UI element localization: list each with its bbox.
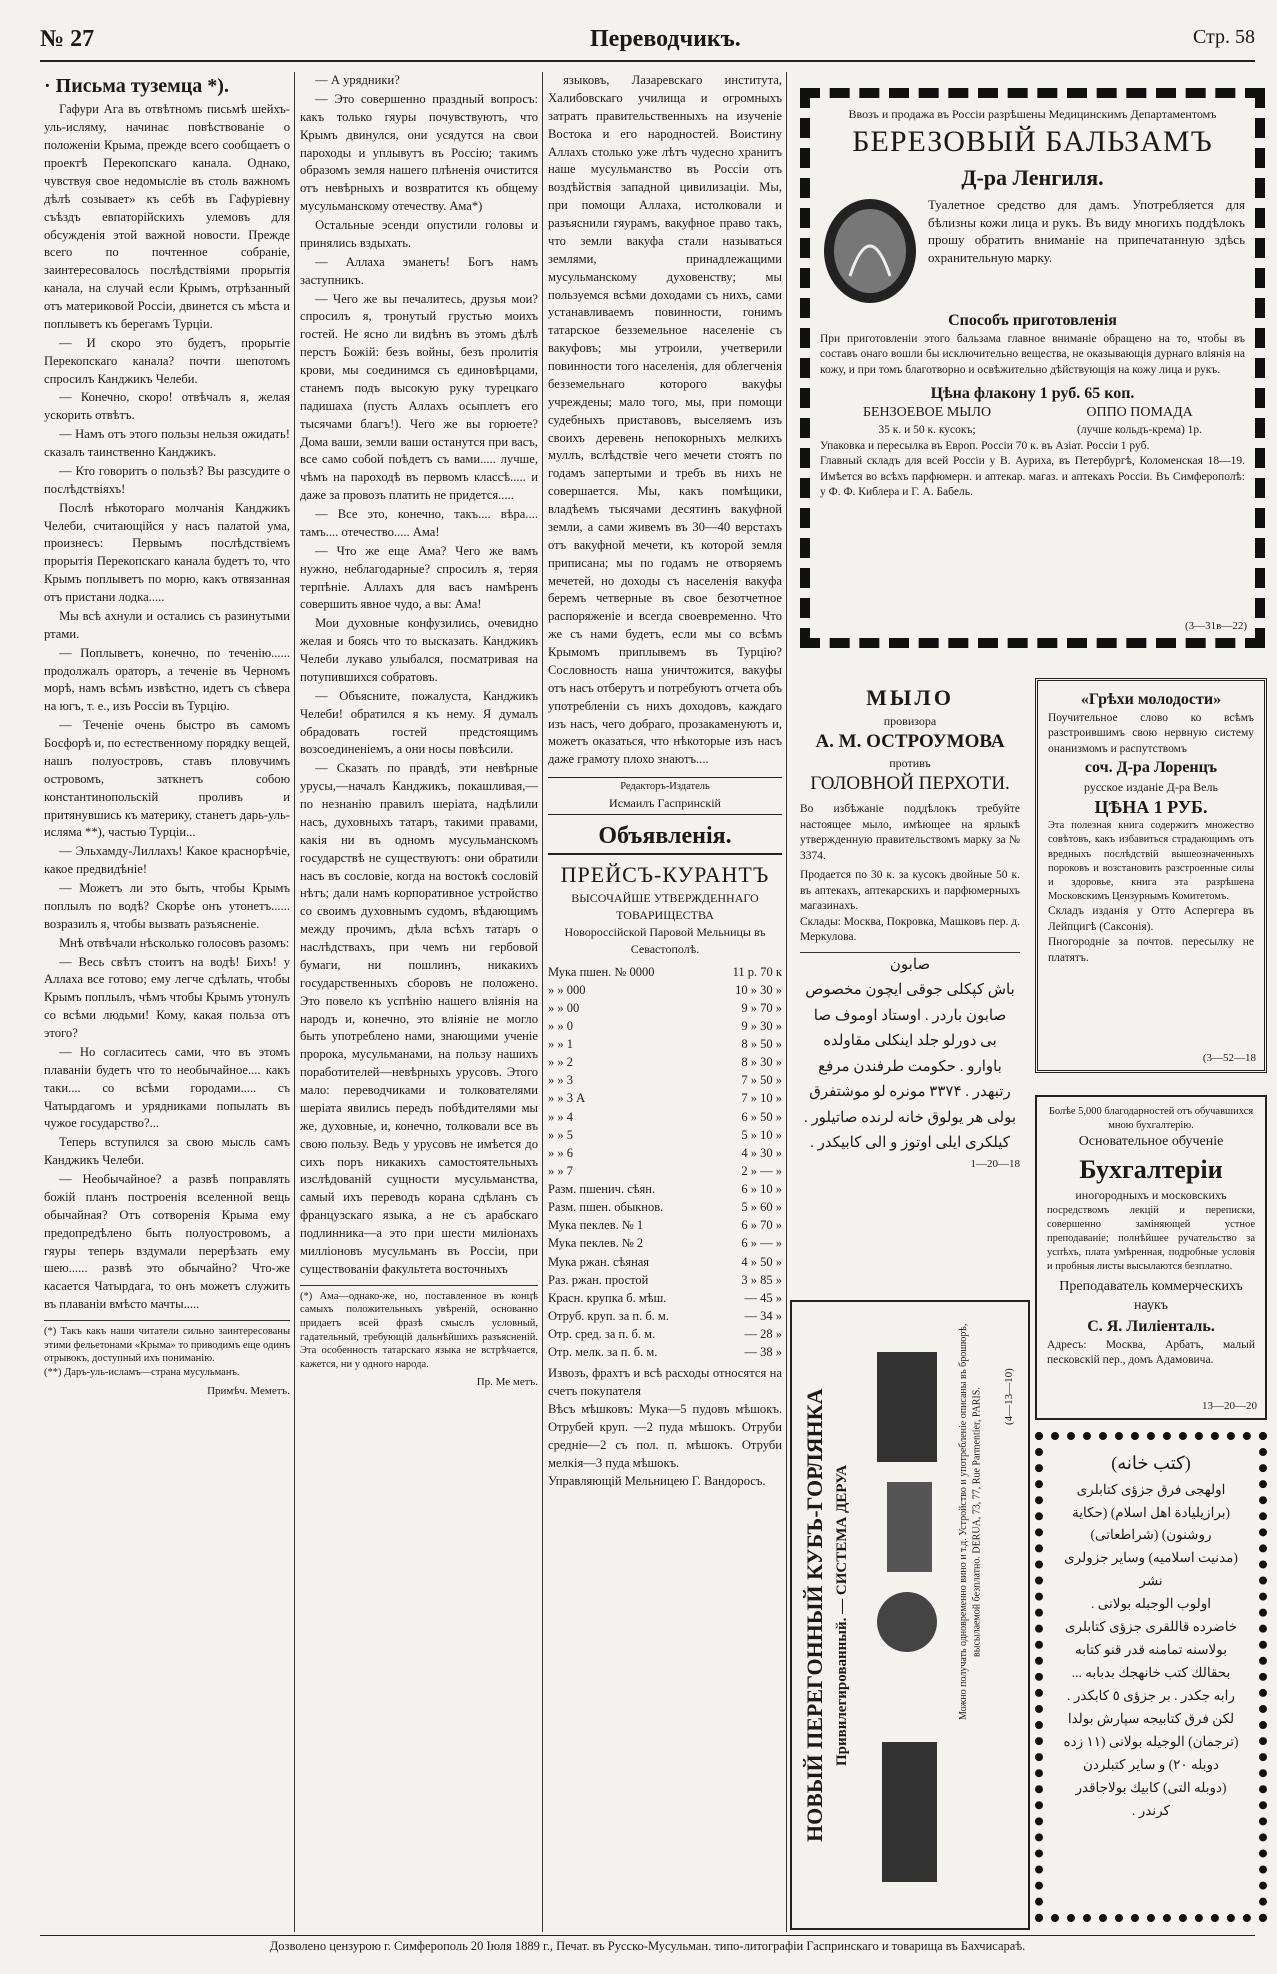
- paragraph: — Но согласитесь сами, что въ этомъ плаваніи будетъ что то необычайное.... какъ таки.... со всѣми городами..... съ Чатырдагомъ и урядниками попылать въ чужое государство?...: [44, 1044, 290, 1131]
- ad-soap: [790, 675, 1030, 1385]
- book-note: Пногородніе за почтов. пересылку не платятъ.: [1048, 936, 1254, 964]
- product-price: 7 » 10 »: [741, 1091, 782, 1106]
- product-price: — 38 »: [744, 1345, 782, 1360]
- acc-top: Болѣе 5,000 благодарностей отъ обучавшихся мною бухгалтерію.: [1048, 1106, 1254, 1132]
- product-price: 3 » 85 »: [741, 1272, 782, 1287]
- acc-address: Адресъ: Москва, Арбатъ, малый песковскій пер., домъ Адамовича.: [1047, 1338, 1255, 1367]
- paragraph: — Чего же вы печалитесь, друзья мои? спросилъ я, тронутый грустью моихъ гостей. Не ясно ли видѣнъ въ этомъ дѣлѣ перстъ Божій: безъ войны, безъ пролитія крови, мы соединимся съ единовѣрцами, станемъ подъ высокую руку турецкаго падишаха (пусть Аллахъ осыплетъ его тысячами благъ!). Чего же вы горюете? Дома ваши, земли ваши останутся при васъ, все само собой поѣдетъ съ вами..... лучше, чѣмъ на пароходѣ въ первомъ классѣ..... и даже за провозъ платить не придется.....: [300, 291, 538, 503]
- ad-price: Цѣна флакону 1 руб. 65 коп.: [930, 384, 1135, 402]
- ads-heading: Объявленія.: [548, 819, 782, 855]
- product-name: » » 5: [548, 1127, 573, 1142]
- product-name: Отр. сред. за п. б. м.: [548, 1327, 656, 1341]
- price-row: [548, 999, 782, 1017]
- arabic-line: روشنون) (شراطعاتى): [1090, 1527, 1212, 1543]
- arabic-line: رتبهدر . ۳۳۷۴ مونره لو موشتفرق: [809, 1084, 1011, 1101]
- book-price: ЦѢНА 1 РУБ.: [1094, 796, 1208, 817]
- price-row: [548, 1289, 782, 1307]
- column-divider: [786, 72, 787, 1932]
- library-text: [1053, 1479, 1249, 1823]
- masthead: [40, 22, 1255, 62]
- product-price: 9 » 30 »: [741, 1018, 782, 1033]
- column-divider: [294, 72, 295, 1932]
- product-price: 9 » 70 »: [741, 1000, 782, 1015]
- paragraph: — Кто говоритъ о пользѣ? Вы разсудите о послѣдствіяхъ!: [44, 463, 290, 496]
- product-price: 5 » 10 »: [741, 1127, 782, 1142]
- price-row: [548, 1343, 782, 1361]
- footnote: (*) Ама—однако-же, но, поставленное въ концѣ самыхъ положительныхъ увѣреній, основанно придаетъ всей фразѣ смыслъ условный, гадательный, требующій дальнѣйшихъ разъясненій. Эта особенность татарскаго языка не встрѣчается, кажется, ни у одного народа.: [300, 1290, 538, 1370]
- paragraph: Послѣ нѣкотораго молчанія Канджикъ Челеби, считающійся у насъ палатой ума, произнесъ: Первымъ послѣдствіемъ прорытія Перекопскаго канала будетъ то, что Крымъ поплыветъ по морю, какъ отвязанная отъ пристани лодка.....: [44, 500, 290, 605]
- column-third: [548, 72, 782, 1932]
- price-note: Управляющій Мельницею Г. Вандоросъ.: [548, 1473, 766, 1488]
- paragraph: — Аллаха эманетъ! Богъ намъ заступникъ.: [300, 254, 538, 287]
- book-store: Складъ изданія у Отто Аспергера въ Лейпцигѣ (Саксонія).: [1048, 905, 1254, 933]
- product-name: Раз. ржан. простой: [548, 1272, 649, 1287]
- product-name: Мука пеклев. № 1: [548, 1218, 644, 1233]
- signature: Примѣч. Меметъ.: [207, 1384, 290, 1397]
- product-price: — 34 »: [744, 1308, 782, 1323]
- product-price: 7 » 50 »: [741, 1073, 782, 1088]
- ad-permission: Ввозъ и продажа въ Россіи разрѣшены Медицинскимъ Департаментомъ: [848, 107, 1217, 121]
- price-list-org: Новороссійской Паровой Мельницы въ Севастополѣ.: [564, 925, 766, 957]
- signature: Пр. Ме метъ.: [476, 1376, 538, 1389]
- paragraph: Теперь вступился за свою мысль самъ Канджикъ Челеби.: [44, 1135, 290, 1168]
- acc-teacher: С. Я. Лиліенталь.: [1087, 1318, 1215, 1336]
- product-name: » » 7: [548, 1163, 573, 1178]
- product-price: 8 » 30 »: [741, 1055, 782, 1070]
- price-row: [548, 1271, 782, 1289]
- product-name: » » 00: [548, 1000, 580, 1015]
- price-list: [548, 859, 782, 1490]
- arabic-line: (ترجمان) الوجيله بولانى (١١ زده: [1063, 1733, 1239, 1749]
- censorship-footer: Дозволено цензурою г. Симферополь 20 Іюля 1889 г., Печат. въ Русско-Мусульман. типо-литографіи Гаспринскаго и товарища въ Бахчисараѣ.: [40, 1935, 1255, 1954]
- product-name: Красн. крупка б. мѣш.: [548, 1290, 667, 1305]
- ad-method-title: Способъ приготовленія: [948, 312, 1117, 330]
- distilling-apparatus-icon: [862, 1322, 952, 1912]
- price-row: [548, 1325, 782, 1343]
- paragraph: — Эльхамду-Лиллахъ! Какое краснорѣчіе, какое предвидѣніе!: [44, 844, 290, 877]
- soap-name: БЕНЗОЕВОЕ МЫЛО: [862, 405, 992, 421]
- ad-book: [1035, 678, 1267, 1073]
- book-title: «Грѣхи молодости»: [1080, 691, 1222, 708]
- product-price: 4 » 30 »: [741, 1145, 782, 1160]
- arabic-line: صابون: [889, 956, 931, 973]
- issue-number: № 27: [40, 26, 95, 52]
- arabic-line: دوبله ٢٠) و ساير كتبلردن: [1082, 1756, 1220, 1772]
- paragraph: Мнѣ отвѣчали нѣсколько голосовъ разомъ:: [59, 935, 290, 950]
- soap-by: провизора: [883, 713, 937, 728]
- acc-name: Бухгалтеріи: [1079, 1155, 1223, 1185]
- product-name: Мука пшен. № 0000: [548, 964, 655, 979]
- editor-block: [548, 777, 782, 815]
- product-name: Мука ржан. сѣяная: [548, 1254, 650, 1269]
- product-price: 2 » — »: [741, 1163, 782, 1178]
- price-row: [548, 1234, 782, 1252]
- soap-stores: Склады: Москва, Покровка, Машковъ пер. д. Меркулова.: [800, 915, 1020, 944]
- price-list-subtitle: ВЫСОЧАЙШЕ УТВЕРЖДЕННАГО ТОВАРИЩЕСТВА: [571, 891, 759, 923]
- article-body: [300, 72, 538, 1279]
- paragraph: — Намъ отъ этого пользы нельзя ожидать! сказалъ таинственно Канджикъ.: [44, 427, 290, 460]
- price-row: [548, 1071, 782, 1089]
- product-price: — 28 »: [744, 1327, 782, 1341]
- soap-price: 35 к. и 50 к. кусокъ;: [878, 424, 976, 436]
- price-list-title: ПРЕЙСЪ-КУРАНТЪ: [560, 862, 770, 888]
- cube-title: НОВЫЙ ПЕРЕГОННЫЙ КУБЪ-ГОРЛЯНКА: [802, 1388, 827, 1842]
- price-row: [548, 1307, 782, 1325]
- paragraph: — Что же еще Ама? Чего же вамъ нужно, неблагодарные? спросилъ я, теряя терпѣніе. Аллахъ для васъ намѣренъ совершить явное чудо, а вы: Ама!: [300, 543, 538, 612]
- editor-name: Исмаилъ Гаспринскій: [609, 796, 721, 811]
- price-notes: [548, 1365, 782, 1490]
- soap-title: МЫЛО: [866, 685, 954, 710]
- paragraph: — Поплыветъ, конечно, по теченію...... продолжалъ ораторъ, а теченіе въ Черномъ морѣ, намъ всѣмъ извѣстно, идетъ съ сѣвера на югъ, т. е., изъ Россіи въ Турцію.: [44, 645, 290, 714]
- price-row: [548, 1053, 782, 1071]
- paragraph: — Можетъ ли это быть, чтобы Крымъ поплылъ по водѣ? Скорѣе онъ утонетъ...... возразилъ я, чтобы вызвать разъясненіе.: [44, 881, 290, 931]
- editor-label: Редакторъ-Издатель: [620, 781, 710, 793]
- price-row: [548, 963, 782, 981]
- product-name: » » 000: [548, 982, 586, 997]
- ad-method: При приготовленіи этого бальзама главное вниманіе обращено на то, чтобы въ составъ онаго вошли бы исключительно вещества, не оказывающія дурнаго вліянія на кожу, и при томъ благотворно и освѣжительно дѣйствующія на кожу лица и рукъ.: [820, 332, 1245, 376]
- paragraph: Остальные эсенди опустили головы и принялись вздыхать.: [300, 218, 538, 250]
- paragraph: — Весь свѣтъ стоитъ на водѣ! Бихъ! у Аллаха все готово; ему легче сдѣлать, чтобы Крымъ поплылъ, чѣмъ чтобы Крымъ утонулъ со всѣми людьми! Кому, какая польза отъ этого?: [44, 954, 290, 1041]
- acc-teacher-label: Преподаватель коммерческихъ наукъ: [1059, 1279, 1243, 1314]
- arabic-line: (برازيليادة اهل اسلام) (حكاية: [1071, 1504, 1231, 1520]
- book-desc: Эта полезная книга содержитъ множество совѣтовъ, какъ избавиться страдающимъ отъ вредныхъ послѣдствій вышеозначенныхъ пороковъ и возстановить разстроенные силы и здоровье, книга эта разрѣшена Московскимъ Цензурнымъ Комитетомъ.: [1048, 820, 1254, 903]
- arabic-line: بى دورلو جلد اينكلى مقاولده: [823, 1033, 997, 1050]
- price-row: [548, 1126, 782, 1144]
- ad-shipping: Упаковка и пересылка въ Европ. Россіи 70 к. въ Азіат. Россіи 1 руб.: [820, 439, 1150, 452]
- price-row: [548, 1017, 782, 1035]
- paragraph: — Необычайное? а развѣ поправлять божій планъ построенія вселенной вещь обычайная? Отъ сотворенія Крыма ему предопредѣлено быть полуостровомъ, а гяуры теперь вздумали перерѣзать ему шею...... развѣ это обычайно? Что-же касается Чатырдага, то онъ можетъ служить въ плаваніи вмѣсто мачты.....: [44, 1172, 290, 1312]
- price-note: Вѣсъ мѣшковъ: Мука—5 пудовъ мѣшокъ. Отрубей круп. —2 пуда мѣшокъ. Отруби средніе—2 съ пол. п. мѣшокъ. Отруби мелкія—3 пуда мѣшокъ.: [548, 1402, 782, 1470]
- paragraph: — Объясните, пожалуста, Канджикъ Челеби! обратился я къ нему. Я думалъ обрадовать гостей предстоящимъ возсоединеніемъ, а они носы повѣсили.: [300, 688, 538, 757]
- soap-maker: А. М. ОСТРОУМОВА: [815, 730, 1005, 752]
- arabic-line: (دوبله التى) كابيك بولاجاقدر: [1075, 1779, 1227, 1795]
- acc-sub: Основательное обученіе: [1078, 1134, 1224, 1150]
- arabic-line: باوارو . حكومت طرفندن مرفع: [818, 1058, 1002, 1075]
- product-name: Отр. мелк. за п. б. м.: [548, 1345, 658, 1360]
- arabic-line: رابه جكدر . بر جزؤى ٥ كابكدر .: [1067, 1688, 1235, 1704]
- arabic-line: (مدنيت اسلاميه) وساير جزولرى نشر: [1064, 1550, 1238, 1589]
- arabic-line: بولاسنه تمامنه قدر قنو كتابه: [1075, 1642, 1227, 1658]
- product-name: Разм. пшенич. сѣян.: [548, 1182, 656, 1196]
- arabic-line: بحقالك كتب خانهجك بدبابه ...: [1071, 1665, 1231, 1681]
- price-row: [548, 1144, 782, 1162]
- ad-library-arabic: [1035, 1432, 1267, 1922]
- library-title: (كتب خانه): [1111, 1453, 1191, 1473]
- acc-code: 13—20—20: [1202, 1400, 1257, 1413]
- product-price: 6 » 50 »: [741, 1109, 782, 1124]
- soap-text: Во избѣжаніе поддѣлокъ требуйте настоящее мыло, имѣющее на ярлыкѣ утвержденную правительствомъ марку за № 3374.: [800, 803, 1020, 862]
- paragraph: — И скоро это будетъ, прорытіе Перекопскаго канала? почти шепотомъ спросилъ Канджикъ Челеби.: [44, 335, 290, 386]
- book-author: соч. Д-ра Лоренцъ: [1084, 759, 1218, 777]
- footnotes: [44, 1320, 290, 1380]
- price-row: [548, 1108, 782, 1126]
- soap-target: ГОЛОВНОЙ ПЕРХОТИ.: [810, 772, 1010, 794]
- product-name: » » 3: [548, 1073, 573, 1088]
- product-name: Отруб. круп. за п. б. м.: [548, 1308, 669, 1323]
- ad-code: (3—31в—22): [1184, 620, 1247, 633]
- price-row: [548, 1035, 782, 1053]
- book-edition: русское изданіе Д-ра Вель: [1084, 779, 1218, 794]
- product-name: » » 0: [548, 1018, 573, 1033]
- cube-code: (4—13—10): [1003, 1368, 1015, 1426]
- article-title: · Письма туземца *).: [44, 75, 229, 97]
- soap-arabic-text: [800, 952, 1020, 1157]
- paragraph: — А урядники?: [315, 73, 400, 87]
- ad-author: Д-ра Ленгиля.: [961, 164, 1104, 190]
- acc-text: посредствомъ лекцій и переписки, совершенно заміняющей устное преподаваніе; полнѣйшее ручательство за успѣхъ, плата умѣренная, подробные условія и пробныя листы высылаются безплатно.: [1047, 1204, 1255, 1273]
- product-name: » » 6: [548, 1145, 573, 1160]
- page-number: Стр. 58: [1192, 26, 1255, 48]
- arabic-line: بولى هر يولوق خانه لرنده صاتيلور .: [803, 1109, 1017, 1126]
- arabic-line: كيلكرى ايلى اوتوز و الى كابيكدر .: [810, 1135, 1010, 1152]
- product-name: Разм. пшен. обыкнов.: [548, 1200, 664, 1215]
- paragraph: Мои духовные конфузились, очевидно желая и боясь что то высказать. Канджикъ Челеби лукаво улыбался, посматривая на потупившихся собратовъ.: [300, 616, 538, 684]
- paragraph: языковъ, Лазаревскаго института, Халибовскаго училища и огромныхъ затратъ правительственныхъ на изученіе Востока и его народностей. Воистину Аллахъ столько уже лѣтъ чудесно хранитъ наше мусульманство въ Россіи отъ воздѣйствія западной цивилизаціи. Мы, при помощи Аллаха, истолковали и разъяснили гяурамъ, вакуфное право такъ, что земли вакуфа стали называться землями, принадлежащими мусульманскому духовенству; мы пользуемся всѣми доходами съ нихъ, сами устанавливаемъ повинности, гонимъ татарское безземельное населеніе съ вакуфовъ; мы утроили, учетверили повинности того населенія, для облегченія безземельнаго которого вакуфы учреждены; мало того, мы, при помощи судебныхъ приставовъ, выселяемъ изъ своихъ деревень непокорныхъ мелкихъ муллъ, вслѣдствіе чего мечети стоятъ по годамъ запертыми и требъ въ нихъ не совершается. Мы, какъ помѣщики, владѣемъ тысячами десятинъ вакуфной земли, а сами живемъ въ 30—40 верстахъ отъ вакуфной мечети, къ которой земля приписана; мы по годамъ не отворяемъ мечетей, но доходы съ населенія вакуфа беремъ четверные въ свое безотчетное распоряженіе и всегда своевременно. Что же съ нами будетъ, если мы со всѣмъ Крымомъ приплывемъ въ Турцію? Сословность наша уничтожится, вакуфы отъ насъ отберутъ и потребуютъ отчета объ употребленіи съ нихъ доходовъ, каждаго изъ насъ, чего добраго, прозакаменуютъ и, можетъ оказаться, что нѣкоторые изъ насъ даже грамоту плохо знаютъ....: [548, 73, 782, 767]
- column-letters-cont: [300, 72, 538, 1932]
- paragraph: — Теченіе очень быстро въ самомъ Босфорѣ и, по естественному порядку вещей, нашъ полуостровъ, ставъ пловучимъ островомъ, заткнетъ собою константинопольскій проливъ и притянувшись къ материку, станетъ дарь-уль-исляма **), частью Турціи...: [44, 718, 290, 840]
- product-price: 6 » 10 »: [741, 1182, 782, 1196]
- pomade-name: ОППО ПОМАДА: [1086, 405, 1193, 421]
- article-body: [548, 72, 782, 769]
- paragraph: — Конечно, скоро! отвѣчалъ я, желая ускорить отвѣтъ.: [44, 390, 290, 423]
- product-price: 10 » 30 »: [735, 982, 782, 997]
- pomade-price: (лучше кольдъ-крема) 1р.: [1077, 424, 1203, 436]
- price-row: [548, 981, 782, 999]
- price-note: Извозъ, фрахтъ и всѣ расходы относятся на счетъ покупателя: [548, 1366, 782, 1399]
- ad-distilling-cube: [790, 1300, 1030, 1930]
- arabic-line: كرندر .: [1132, 1802, 1170, 1818]
- product-price: 11 р. 70 к: [732, 964, 782, 979]
- price-row: [548, 1089, 782, 1107]
- footnote: (**) Даръ-уль-исламъ—страна мусульманъ.: [44, 1366, 240, 1378]
- product-name: » » 2: [548, 1055, 573, 1070]
- ad-warehouse: Главный складъ для всей Россіи у В. Ауриха, въ Петербургѣ, Коломенская 18—19. Имѣется во всѣхъ парфюмерн. и аптекар. магаз. и аптекахъ Россіи. Въ Симферополѣ: у Ф. Ф. Киблера и Г. А. Бабель.: [820, 455, 1245, 499]
- article-body: [44, 101, 290, 1314]
- column-letters: [44, 72, 290, 1932]
- product-price: 5 » 60 »: [741, 1200, 782, 1215]
- arabic-line: صابون باردر . اوستاد اوموف صا: [813, 1007, 1007, 1024]
- paragraph: Мы всѣ ахнули и остались съ разинутыми ртами.: [44, 608, 290, 641]
- product-price: — 45 »: [744, 1290, 782, 1305]
- ad-product-name: БЕРЕЗОВЫЙ БАЛЬЗАМЪ: [852, 125, 1213, 159]
- product-price: 6 » — »: [741, 1236, 782, 1251]
- paragraph: — Это совершенно праздный вопросъ: какъ только гяуры почувствуютъ, что Крымъ двинулся, они усядутся на свои пароходы и уплывутъ въ Россію; такимъ образомъ земля нашего плѣненія очистится отъ невѣрныхъ и возвратится къ общему мусульманскому отечеству. Ама*): [300, 91, 538, 214]
- trademark-seal-icon: [820, 196, 920, 306]
- arabic-line: خاضرده قاللقرى جزؤى كتابلرى: [1064, 1619, 1238, 1635]
- book-text: Поучительное слово ко всѣмъ разстроившимъ свою нервную систему онанизмомъ и распутствомъ: [1048, 711, 1254, 755]
- soap-against: противъ: [889, 755, 931, 770]
- price-row: [548, 1198, 782, 1216]
- price-row: [548, 1180, 782, 1198]
- ad-description: Туалетное средство для дамъ. Употребляется для бѣлизны кожи лица и рукъ. Въ виду многихъ поддѣлокъ прошу обратить вниманіе на припечатанную здѣсь охранительную марку.: [928, 197, 1245, 266]
- price-row: [548, 1253, 782, 1271]
- book-code: (3—52—18: [1202, 1052, 1256, 1065]
- product-name: » » 3 А: [548, 1091, 586, 1106]
- cube-sub: Привилегированный. — СИСТЕМА ДЕРУА: [834, 1464, 850, 1766]
- column-divider: [542, 72, 543, 1932]
- arabic-line: اولوب الوجبله بولانى .: [1091, 1596, 1211, 1612]
- paragraph: — Сказать по правдѣ, эти невѣрные урусы,—началъ Канджикъ, покашливая,—по незнанію правилъ шеріата, надѣлили насъ, духовныхъ татаръ, такими правами, какія ни въ одномъ мусульманскомъ государствѣ не существуютъ: они обратили насъ въ сословіе, когда на востокѣ сословій нѣтъ; дали намъ корпоративное устройство со своимъ духовнымъ судомъ, вѣдающимъ между прочимъ, дѣла всѣхъ татаръ о наслѣдствахъ, при чемъ ни гербовой бумаги, ни пошлинъ, никакихъ государственныхъ сборовъ не положено. Это повело къ успѣнію нашего вліянія на народъ и, конечно, это вліяніе не могло быть употреблено нами, знающими ученіе пророка, мусульманами, на пользу нашихъ поработителей—невѣрныхъ урусовъ. Этого мало: переводчиками и толкователями шеріата явились передъ побѣдителями мы же, духовные, и, конечно, толковали все въ свою пользу. Ведь у урусовъ не имѣется до сихъ поръ никакихъ самостоятельныхъ изслѣдованій сущности мусульманства, самый ихъ переводъ корана сдѣланъ съ французскаго языка, а не съ арабскаго подлинника—а это при шести миліонахъ милліоновъ мусульманъ въ Россіи, при существованіи факультета восточныхъ: [300, 761, 538, 1276]
- soap-sale: Продается по 30 к. за кусокъ двойные 50 к. въ аптекахъ, аптекарскихъ и парфюмерныхъ магазинахъ.: [800, 869, 1020, 913]
- soap-code: 1—20—18: [970, 1157, 1020, 1170]
- product-name: Мука пеклев. № 2: [548, 1236, 644, 1251]
- paragraph: Гафури Ага въ отвѣтномъ письмѣ шейхъ-уль-исляму, начинає повѣствованіе о положеніи Крыма, прежде всего сообщаетъ о проектѣ Перекопскаго канала. Однако, чувствуя свое недомысліе въ столь важномъ дѣлѣ созывает» къ себѣ въ Гафуріевну съѣздъ евпаторійскихъ улемовъ для обсужденія этой важной новости. Прежде всего по почтенное собраніе, заинтересовалось послѣдствіями прорытія канала, на случай если Крымъ, отрѣзанный отъ материковой Россіи, двинется съ мѣста и поплыветъ къ берегамъ Турціи.: [44, 102, 290, 331]
- product-price: 6 » 70 »: [741, 1218, 782, 1233]
- product-name: » » 1: [548, 1037, 573, 1051]
- arabic-line: اولهجى فرق جزؤى كتابلرى: [1076, 1481, 1226, 1497]
- price-row: [548, 1216, 782, 1234]
- ad-birch-balsam: [800, 88, 1265, 648]
- arabic-line: باش كپكلى جوقى ايچون مخصوص: [805, 982, 1015, 999]
- footnotes: [300, 1285, 538, 1372]
- ad-accounting: [1035, 1095, 1267, 1420]
- footnote: (*) Такъ какъ наши читатели сильно заинтересованы этими фельетонами «Крыма» то приводимъ еще одинъ отрывокъ, доступный ихъ пониманію.: [44, 1326, 290, 1365]
- arabic-line: لكن فرق كتابيجه سپارش بولدا: [1067, 1710, 1235, 1726]
- paragraph: — Все это, конечно, такъ.... вѣра.... тамъ.... отечество..... Ама!: [300, 507, 538, 539]
- cube-text: Можно получать одновременно вино и т.д. Устройство и употребленіе описаны въ брошюрѣ, высылаемой безплатно. DERUA, 73, 77, Rue Parmentier, PARIS.: [958, 1323, 983, 1721]
- product-name: » » 4: [548, 1109, 573, 1124]
- newspaper-title: Переводчикъ.: [590, 26, 741, 52]
- price-row: [548, 1162, 782, 1180]
- product-price: 8 » 50 »: [741, 1037, 782, 1051]
- product-price: 4 » 50 »: [741, 1254, 782, 1269]
- acc-kinds: иногородныхъ и московскихъ: [1075, 1188, 1227, 1203]
- price-rows: [548, 963, 782, 1362]
